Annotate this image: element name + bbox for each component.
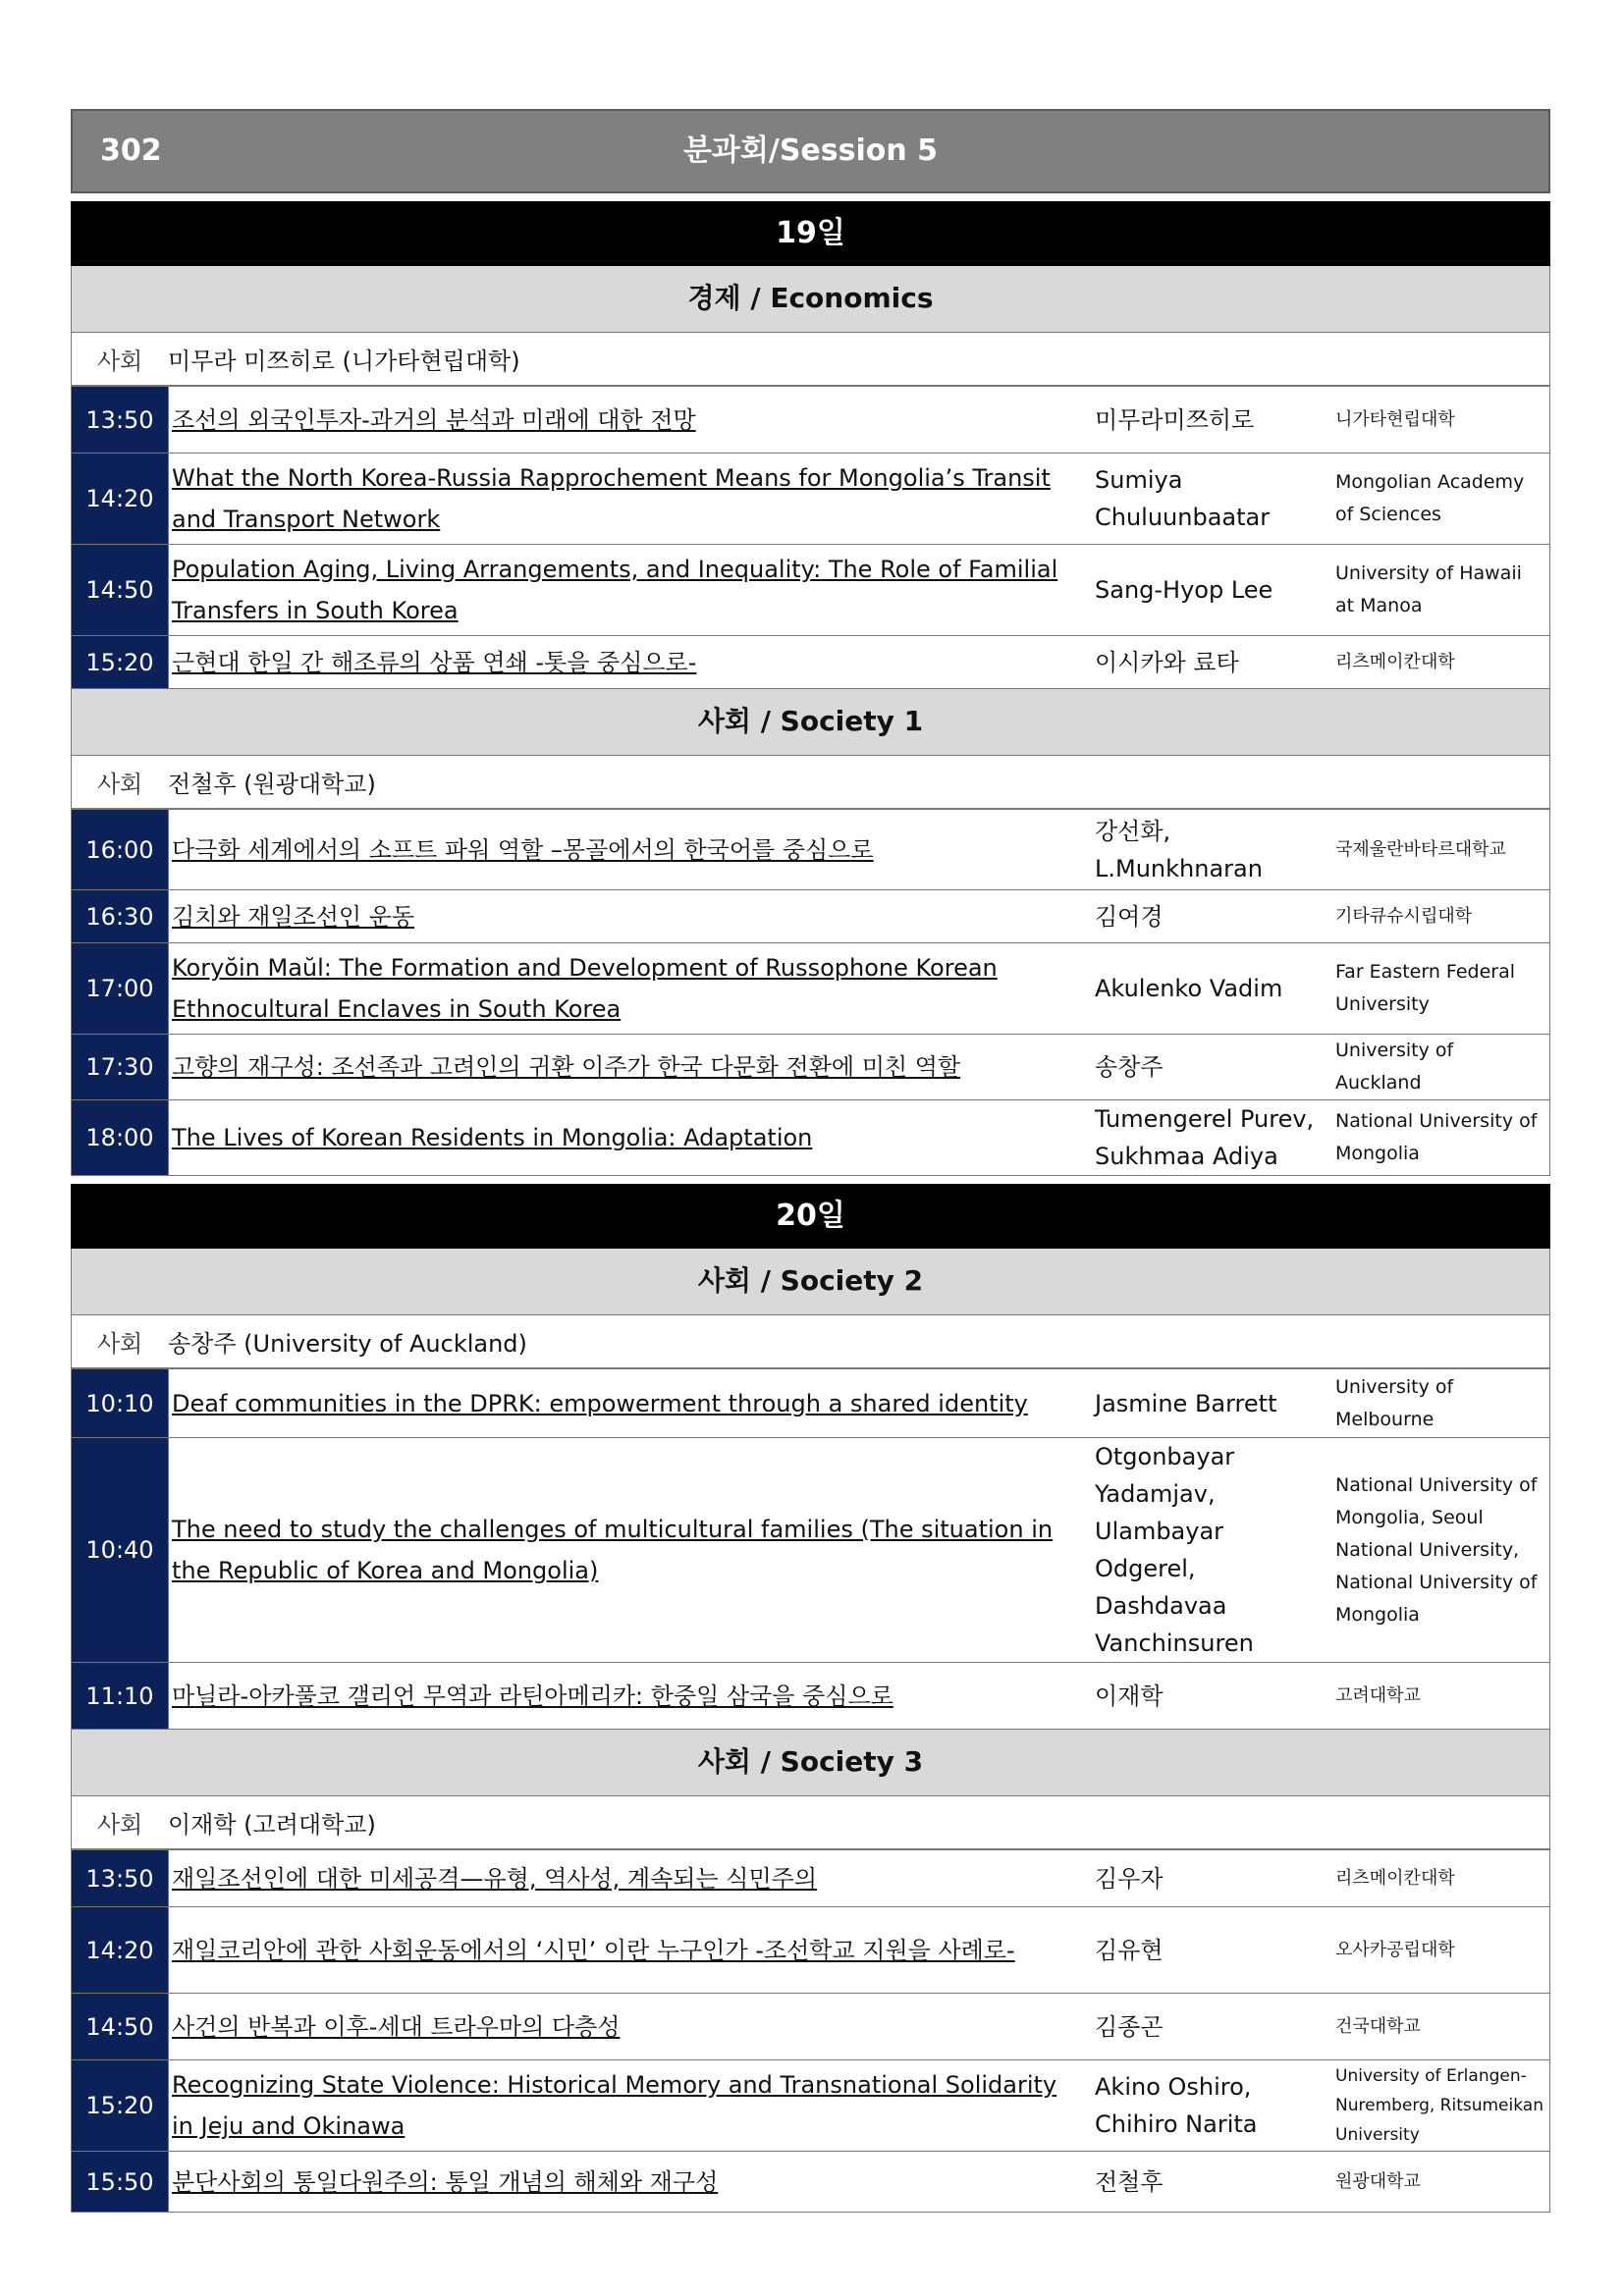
time-cell: 13:50: [72, 1850, 169, 1907]
schedule-table: [71, 1849, 1550, 2213]
talk-title: 재일조선인에 대한 미세공격—유형, 역사성, 계속되는 식민주의: [172, 1864, 818, 1893]
chair-row: [71, 1796, 1550, 1849]
session-title: 분과회/Session 5: [682, 133, 939, 168]
chair-row: [71, 333, 1550, 386]
presenter: Otgonbayar Yadamjav, Ulambayar Odgerel, Dashdavaa Vanchinsuren: [1091, 1438, 1329, 1663]
section-topic: 사회 / Society 1: [71, 689, 1550, 756]
chair-name: 미무라 미쯔히로 (니가타현립대학): [168, 347, 520, 375]
time-cell: 13:50: [72, 387, 169, 454]
talk-title: Koryŏin Maŭl: The Formation and Development of Russophone Korean Ethnocultural Enclaves in South Korea: [172, 954, 998, 1023]
affiliation: 오사카공립대학: [1329, 1907, 1550, 1994]
session-header: [71, 109, 1550, 193]
chair-name: 전철후 (원광대학교): [168, 771, 376, 798]
section-topic: 사회 / Society 3: [71, 1730, 1550, 1796]
table-row: [72, 1035, 1550, 1100]
talk-title: 근현대 한일 간 해조류의 상품 연쇄 -톳을 중심으로-: [172, 648, 697, 676]
table-row: [72, 890, 1550, 943]
presenter: Tumengerel Purev, Sukhmaa Adiya: [1091, 1100, 1329, 1176]
section-topic: 사회 / Society 2: [71, 1249, 1550, 1315]
section-topic: 경제 / Economics: [71, 266, 1550, 333]
presenter: 이시카와 료타: [1091, 636, 1329, 689]
presenter: 미무라미쯔히로: [1091, 387, 1329, 454]
time-cell: 15:20: [72, 2060, 169, 2152]
affiliation: National University of Mongolia: [1329, 1100, 1550, 1176]
talk-title: 고향의 재구성: 조선족과 고려인의 귀환 이주가 한국 다문화 전환에 미친 역할: [172, 1053, 961, 1081]
chair-label: 사회: [96, 1811, 143, 1839]
talk-title: The Lives of Korean Residents in Mongolia: Adaptation: [172, 1124, 813, 1151]
time-cell: 14:20: [72, 454, 169, 545]
presenter: Akulenko Vadim: [1091, 943, 1329, 1035]
time-cell: 14:20: [72, 1907, 169, 1994]
day-header: 20일: [71, 1184, 1550, 1249]
time-cell: 18:00: [72, 1100, 169, 1176]
affiliation: 건국대학교: [1329, 1994, 1550, 2060]
talk-title: 분단사회의 통일다원주의: 통일 개념의 해체와 재구성: [172, 2167, 719, 2196]
presenter: 김유현: [1091, 1907, 1329, 1994]
affiliation: 원광대학교: [1329, 2152, 1550, 2213]
affiliation: 리츠메이칸대학: [1329, 636, 1550, 689]
time-cell: 15:50: [72, 2152, 169, 2213]
presenter: 김우자: [1091, 1850, 1329, 1907]
table-row: [72, 1907, 1550, 1994]
table-row: [72, 1100, 1550, 1176]
talk-title: Deaf communities in the DPRK: empowerment through a shared identity: [172, 1389, 1028, 1417]
affiliation: 고려대학교: [1329, 1663, 1550, 1730]
program-page: [71, 109, 1550, 2213]
affiliation: 리츠메이칸대학: [1329, 1850, 1550, 1907]
affiliation: 국제울란바타르대학교: [1329, 810, 1550, 890]
affiliation: 니가타현립대학: [1329, 387, 1550, 454]
table-row: [72, 454, 1550, 545]
chair-label: 사회: [96, 347, 143, 375]
presenter: Sumiya Chuluunbaatar: [1091, 454, 1329, 545]
chair-name: 이재학 (고려대학교): [168, 1811, 376, 1839]
affiliation: 기타큐슈시립대학: [1329, 890, 1550, 943]
talk-title: The need to study the challenges of multicultural families (The situation in the Republic of Korea and Mongolia): [172, 1516, 1054, 1584]
time-cell: 14:50: [72, 1994, 169, 2060]
affiliation: National University of Mongolia, Seoul National University, National University of Mongolia: [1329, 1438, 1550, 1663]
talk-title: Population Aging, Living Arrangements, and Inequality: The Role of Familial Transfers in South Korea: [172, 556, 1058, 624]
chair-label: 사회: [96, 771, 143, 798]
time-cell: 16:30: [72, 890, 169, 943]
room-number: 302: [100, 133, 162, 168]
time-cell: 16:00: [72, 810, 169, 890]
talk-title: What the North Korea-Russia Rapprochement Means for Mongolia’s Transit and Transport Network: [172, 464, 1051, 533]
talk-title: 김치와 재일조선인 운동: [172, 902, 415, 931]
affiliation: Mongolian Academy of Sciences: [1329, 454, 1550, 545]
table-row: [72, 810, 1550, 890]
time-cell: 10:10: [72, 1369, 169, 1438]
schedule-table: [71, 809, 1550, 1176]
table-row: [72, 2060, 1550, 2152]
table-row: [72, 387, 1550, 454]
time-cell: 15:20: [72, 636, 169, 689]
talk-title: 다극화 세계에서의 소프트 파워 역할 –몽골에서의 한국어를 중심으로: [172, 835, 874, 864]
affiliation: University of Hawaii at Manoa: [1329, 545, 1550, 636]
table-row: [72, 636, 1550, 689]
table-row: [72, 1438, 1550, 1663]
talk-title: 사건의 반복과 이후-세대 트라우마의 다층성: [172, 2012, 621, 2041]
talk-title: Recognizing State Violence: Historical Memory and Transnational Solidarity in Jeju and Okinawa: [172, 2071, 1057, 2140]
affiliation: University of Erlangen-Nuremberg, Ritsumeikan University: [1329, 2060, 1550, 2152]
presenter: 송창주: [1091, 1035, 1329, 1100]
table-row: [72, 943, 1550, 1035]
table-row: [72, 2152, 1550, 2213]
affiliation: University of Melbourne: [1329, 1369, 1550, 1438]
time-cell: 17:30: [72, 1035, 169, 1100]
table-row: [72, 1850, 1550, 1907]
presenter: 강선화, L.Munkhnaran: [1091, 810, 1329, 890]
talk-title: 재일코리안에 관한 사회운동에서의 ‘시민’ 이란 누구인가 -조선학교 지원을 사례로-: [172, 1936, 1015, 1964]
time-cell: 14:50: [72, 545, 169, 636]
schedule-table: [71, 386, 1550, 689]
schedule-table: [71, 1368, 1550, 1730]
talk-title: 마닐라-아카풀코 갤리언 무역과 라틴아메리카: 한중일 삼국을 중심으로: [172, 1682, 893, 1710]
table-row: [72, 545, 1550, 636]
presenter: Akino Oshiro, Chihiro Narita: [1091, 2060, 1329, 2152]
affiliation: Far Eastern Federal University: [1329, 943, 1550, 1035]
presenter: Sang-Hyop Lee: [1091, 545, 1329, 636]
chair-row: [71, 756, 1550, 809]
presenter: Jasmine Barrett: [1091, 1369, 1329, 1438]
time-cell: 17:00: [72, 943, 169, 1035]
presenter: 김종곤: [1091, 1994, 1329, 2060]
chair-row: [71, 1315, 1550, 1368]
table-row: [72, 1663, 1550, 1730]
table-row: [72, 1369, 1550, 1438]
time-cell: 11:10: [72, 1663, 169, 1730]
presenter: 전철후: [1091, 2152, 1329, 2213]
table-row: [72, 1994, 1550, 2060]
talk-title: 조선의 외국인투자-과거의 분석과 미래에 대한 전망: [172, 405, 696, 434]
presenter: 김여경: [1091, 890, 1329, 943]
chair-label: 사회: [96, 1330, 143, 1358]
day-header: 19일: [71, 201, 1550, 266]
chair-name: 송창주 (University of Auckland): [168, 1330, 527, 1358]
time-cell: 10:40: [72, 1438, 169, 1663]
presenter: 이재학: [1091, 1663, 1329, 1730]
affiliation: University of Auckland: [1329, 1035, 1550, 1100]
